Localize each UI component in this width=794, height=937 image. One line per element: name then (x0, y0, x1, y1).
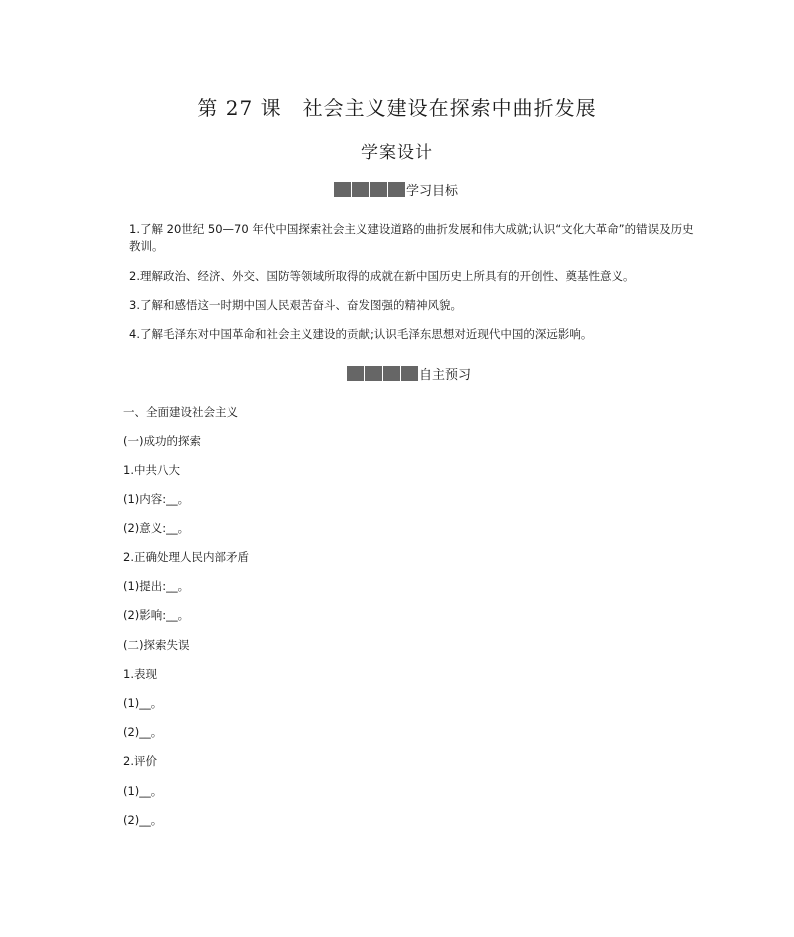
section-header-label: 自主预习 (418, 368, 471, 383)
preview-line: (1)提出:__。 (123, 579, 190, 593)
header-decoration (334, 182, 405, 197)
preview-line: (2)__。 (123, 813, 163, 827)
header-block (347, 366, 364, 381)
preview-line: 一、全面建设社会主义 (123, 405, 238, 419)
section-header-preview (12, 364, 794, 383)
objective-item (109, 268, 699, 285)
page-subtitle: 学案设计 (361, 143, 433, 163)
preview-line: 2.正确处理人民内部矛盾 (123, 550, 249, 564)
section-header-label: 学习目标 (405, 184, 458, 199)
preview-line: (1)内容:__。 (123, 492, 190, 506)
objective-text: 3.了解和感悟这一时期中国人民艰苦奋斗、奋发图强的精神风貌。 (129, 298, 462, 312)
header-block (352, 182, 369, 197)
objective-item (109, 221, 699, 255)
preview-line: 1.中共八大 (123, 463, 180, 477)
preview-line: 1.表现 (123, 667, 157, 681)
header-decoration (347, 366, 418, 381)
header-block (370, 182, 387, 197)
objective-text: 2.理解政治、经济、外交、国防等领域所取得的成就在新中国历史上所具有的开创性、奠基性意义。 (129, 269, 635, 283)
objective-text: 4.了解毛泽东对中国革命和社会主义建设的贡献;认识毛泽东思想对近现代中国的深远影响。 (129, 327, 593, 341)
header-block (365, 366, 382, 381)
header-block (383, 366, 400, 381)
preview-line: 2.评价 (123, 754, 157, 768)
header-block (401, 366, 418, 381)
preview-line: (1)__。 (123, 784, 163, 798)
preview-line: (2)__。 (123, 725, 163, 739)
section-header-objectives (0, 180, 793, 199)
preview-line: (2)影响:__。 (123, 608, 190, 622)
header-block (388, 182, 405, 197)
header-block (334, 182, 351, 197)
preview-line: (一)成功的探索 (123, 434, 201, 448)
objective-text: 1.了解 20世纪 50—70 年代中国探索社会主义建设道路的曲折发展和伟大成就;认识“文化大革命”的错误及历史教训。 (129, 222, 694, 253)
preview-line: (2)意义:__。 (123, 521, 190, 535)
objective-item (109, 297, 699, 314)
objective-item (109, 326, 699, 343)
preview-line: (二)探索失误 (123, 638, 190, 652)
page-title: 第 27 课 社会主义建设在探索中曲折发展 (197, 96, 597, 120)
preview-line: (1)__。 (123, 696, 163, 710)
